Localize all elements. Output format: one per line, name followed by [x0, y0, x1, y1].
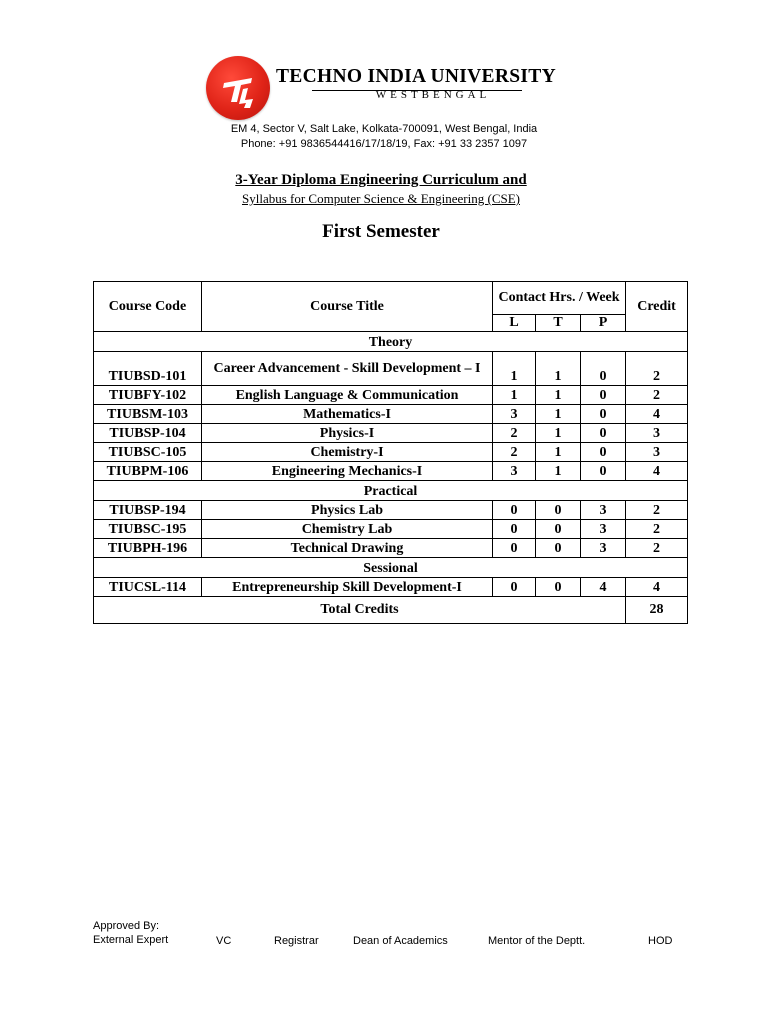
credit: 2 [626, 501, 688, 520]
hours-t: 0 [536, 539, 581, 558]
hours-t: 0 [536, 501, 581, 520]
course-code: TIUBSP-104 [94, 424, 202, 443]
hours-t: 1 [536, 424, 581, 443]
document-title-line1: 3-Year Diploma Engineering Curriculum and [235, 172, 527, 188]
credit: 3 [626, 443, 688, 462]
hours-t: 1 [536, 462, 581, 481]
hours-p: 3 [581, 539, 626, 558]
hours-l: 2 [493, 424, 536, 443]
course-title: Physics Lab [202, 501, 493, 520]
hours-t: 1 [536, 352, 581, 386]
table-row [94, 424, 688, 443]
course-code: TIUBPM-106 [94, 462, 202, 481]
course-title: Career Advancement - Skill Development – I [202, 352, 493, 386]
curriculum-table [93, 281, 688, 624]
university-logo-icon [206, 56, 270, 120]
signatory-hod: HOD [648, 935, 673, 947]
course-title: English Language & Communication [202, 386, 493, 405]
section-practical: Practical [94, 481, 688, 501]
credit: 4 [626, 578, 688, 597]
course-code: TIUBSM-103 [94, 405, 202, 424]
course-title: Physics-I [202, 424, 493, 443]
course-title: Mathematics-I [202, 405, 493, 424]
signatory-registrar: Registrar [274, 935, 319, 947]
header-contact-hours: Contact Hrs. / Week [493, 282, 626, 315]
hours-t: 0 [536, 578, 581, 597]
credit: 2 [626, 539, 688, 558]
header-credit: Credit [626, 282, 688, 332]
table-row [94, 520, 688, 539]
table-row [94, 501, 688, 520]
course-title: Chemistry-I [202, 443, 493, 462]
header-course-code: Course Code [94, 282, 202, 332]
university-name: TECHNO INDIA UNIVERSITY [276, 66, 556, 87]
semester-heading: First Semester [322, 221, 440, 242]
section-sessional: Sessional [94, 558, 688, 578]
hours-l: 3 [493, 405, 536, 424]
course-code: TIUBSC-105 [94, 443, 202, 462]
letterhead [0, 0, 768, 150]
hours-t: 0 [536, 520, 581, 539]
course-code: TIUBSD-101 [94, 352, 202, 386]
credit: 4 [626, 405, 688, 424]
header-course-title: Course Title [202, 282, 493, 332]
course-code: TIUBPH-196 [94, 539, 202, 558]
course-code: TIUBSP-194 [94, 501, 202, 520]
university-subtitle: WESTBENGAL [375, 89, 491, 101]
credit: 2 [626, 386, 688, 405]
logo-ti-mark-icon [206, 56, 270, 120]
section-theory: Theory [94, 332, 688, 352]
hours-l: 1 [493, 386, 536, 405]
course-title: Chemistry Lab [202, 520, 493, 539]
credit: 4 [626, 462, 688, 481]
course-code: TIUBSC-195 [94, 520, 202, 539]
table-row [94, 405, 688, 424]
table-row [94, 462, 688, 481]
header-p: P [581, 315, 626, 332]
course-title: Entrepreneurship Skill Development-I [202, 578, 493, 597]
signatory-dean: Dean of Academics [353, 935, 448, 947]
header-t: T [536, 315, 581, 332]
course-code: TIUBFY-102 [94, 386, 202, 405]
total-credits-value: 28 [626, 597, 688, 624]
signatory-mentor: Mentor of the Deptt. [488, 935, 586, 947]
total-row [94, 597, 688, 624]
hours-l: 0 [493, 520, 536, 539]
hours-l: 3 [493, 462, 536, 481]
signatory-vc: VC [216, 935, 232, 947]
hours-l: 0 [493, 539, 536, 558]
course-title: Technical Drawing [202, 539, 493, 558]
table-row [94, 539, 688, 558]
hours-l: 0 [493, 501, 536, 520]
credit: 2 [626, 352, 688, 386]
hours-l: 0 [493, 578, 536, 597]
table-row [94, 352, 688, 386]
approved-by-label: Approved By: [93, 920, 160, 932]
table-row [94, 386, 688, 405]
credit: 2 [626, 520, 688, 539]
credit: 3 [626, 424, 688, 443]
table-row [94, 443, 688, 462]
hours-l: 1 [493, 352, 536, 386]
hours-p: 0 [581, 386, 626, 405]
hours-l: 2 [493, 443, 536, 462]
signatory-external-expert: External Expert [93, 934, 169, 946]
table-row [94, 578, 688, 597]
header-l: L [493, 315, 536, 332]
hours-t: 1 [536, 443, 581, 462]
hours-p: 0 [581, 352, 626, 386]
hours-p: 0 [581, 462, 626, 481]
hours-t: 1 [536, 405, 581, 424]
hours-t: 1 [536, 386, 581, 405]
phone-line: Phone: +91 9836544416/17/18/19, Fax: +91 33 2357 1097 [240, 138, 528, 150]
hours-p: 4 [581, 578, 626, 597]
hours-p: 0 [581, 424, 626, 443]
hours-p: 0 [581, 443, 626, 462]
document-title-line2: Syllabus for Computer Science & Engineering (CSE) [241, 191, 520, 206]
hours-p: 0 [581, 405, 626, 424]
course-title: Engineering Mechanics-I [202, 462, 493, 481]
hours-p: 3 [581, 501, 626, 520]
total-credits-label: Total Credits [94, 597, 626, 624]
course-code: TIUCSL-114 [94, 578, 202, 597]
hours-p: 3 [581, 520, 626, 539]
address-line: EM 4, Sector V, Salt Lake, Kolkata-700091, West Bengal, India [230, 123, 538, 135]
